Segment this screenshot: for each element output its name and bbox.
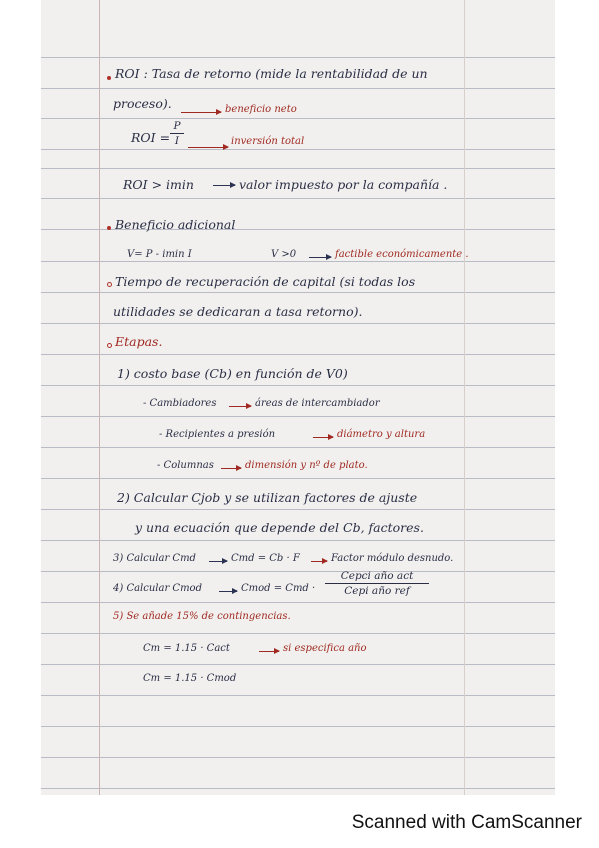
tiempo-heading: Tiempo de recuperación de capital (si todas los bbox=[115, 274, 416, 289]
diametro-item: diámetro y altura bbox=[337, 429, 426, 440]
areas-item: áreas de intercambiador bbox=[255, 398, 380, 409]
ruled-line bbox=[41, 757, 555, 758]
si-especifica-label: si especifica año bbox=[283, 643, 367, 654]
arrow-icon bbox=[181, 112, 221, 113]
step-3-factor: Factor módulo desnudo. bbox=[331, 553, 454, 564]
ruled-line bbox=[41, 198, 555, 199]
roi-heading-cont: proceso). bbox=[113, 96, 172, 111]
ruled-line bbox=[41, 571, 555, 572]
v-formula: V= P - imin I bbox=[127, 249, 192, 260]
ruled-line bbox=[41, 540, 555, 541]
bullet-icon bbox=[107, 226, 111, 230]
tiempo-heading-cont: utilidades se dedicaran a tasa retorno). bbox=[113, 304, 363, 319]
ruled-line bbox=[41, 478, 555, 479]
fraction-bar bbox=[325, 583, 429, 584]
ruled-line bbox=[41, 168, 555, 169]
ruled-line bbox=[41, 292, 555, 293]
ruled-line bbox=[41, 323, 555, 324]
step-3: 3) Calcular Cmd bbox=[113, 553, 196, 564]
ruled-line bbox=[41, 509, 555, 510]
step-3-formula: Cmd = Cb · F bbox=[231, 553, 300, 564]
ruled-line bbox=[41, 88, 555, 89]
bullet-icon bbox=[107, 343, 112, 348]
cepci-denominator: Cepi año ref bbox=[344, 585, 410, 597]
notebook-page bbox=[41, 0, 555, 795]
ruled-line bbox=[41, 726, 555, 727]
fraction-bar bbox=[170, 133, 184, 134]
camscanner-watermark: Scanned with CamScanner bbox=[351, 812, 582, 833]
bullet-icon bbox=[107, 282, 112, 287]
bullet-icon bbox=[107, 76, 111, 80]
ruled-line bbox=[41, 695, 555, 696]
margin-line bbox=[99, 0, 100, 795]
roi-equation-lhs: ROI = bbox=[131, 130, 171, 145]
arrow-icon bbox=[309, 257, 331, 258]
arrow-icon bbox=[209, 561, 227, 562]
arrow-icon bbox=[311, 561, 327, 562]
ruled-line bbox=[41, 261, 555, 262]
ruled-line bbox=[41, 447, 555, 448]
dimension-item: dimensión y nº de plato. bbox=[245, 460, 368, 471]
step-5: 5) Se añade 15% de contingencias. bbox=[113, 611, 291, 622]
ruled-line bbox=[41, 602, 555, 603]
ruled-line bbox=[41, 664, 555, 665]
recipientes-item: - Recipientes a presión bbox=[159, 429, 276, 440]
arrow-icon bbox=[259, 651, 279, 652]
ruled-line bbox=[41, 149, 555, 150]
roi-heading: ROI : Tasa de retorno (mide la rentabilidad de un bbox=[115, 66, 428, 81]
ruled-line bbox=[41, 354, 555, 355]
roi-fraction-denominator: I bbox=[174, 135, 180, 147]
ruled-line bbox=[41, 788, 555, 789]
step-4: 4) Calcular Cmod bbox=[113, 583, 202, 594]
ruled-line bbox=[41, 633, 555, 634]
ruled-line bbox=[41, 118, 555, 119]
arrow-icon bbox=[219, 591, 237, 592]
arrow-icon bbox=[221, 468, 241, 469]
right-margin-line bbox=[464, 0, 465, 795]
cm-formula-2: Cm = 1.15 · Cmod bbox=[143, 673, 237, 684]
beneficio-neto-label: beneficio neto bbox=[225, 104, 297, 115]
arrow-icon bbox=[188, 147, 228, 148]
roi-condition-result: valor impuesto por la compañía . bbox=[239, 177, 448, 192]
columnas-item: - Columnas bbox=[157, 460, 214, 471]
roi-fraction bbox=[170, 120, 184, 147]
cepci-numerator: Cepci año act bbox=[340, 570, 414, 582]
roi-fraction-numerator: P bbox=[173, 120, 181, 132]
cambiadores-item: - Cambiadores bbox=[143, 398, 217, 409]
cm-formula: Cm = 1.15 · Cact bbox=[143, 643, 230, 654]
arrow-icon bbox=[313, 437, 333, 438]
factible-label: factible económicamente . bbox=[335, 249, 469, 260]
step-1: 1) costo base (Cb) en función de V0) bbox=[117, 366, 348, 381]
step-2-cont: y una ecuación que depende del Cb, factores. bbox=[135, 520, 424, 535]
ruled-line bbox=[41, 385, 555, 386]
inversion-total-label: inversión total bbox=[231, 136, 305, 147]
arrow-icon bbox=[229, 406, 251, 407]
cepci-fraction bbox=[325, 570, 429, 597]
arrow-icon bbox=[213, 185, 235, 186]
roi-condition: ROI > imin bbox=[123, 177, 194, 192]
ruled-line bbox=[41, 57, 555, 58]
ruled-line bbox=[41, 416, 555, 417]
step-4-formula: Cmod = Cmd · bbox=[241, 583, 316, 594]
etapas-heading: Etapas. bbox=[115, 334, 163, 349]
beneficio-adicional-heading: Beneficio adicional bbox=[115, 217, 236, 232]
v-condition: V >0 bbox=[271, 249, 297, 260]
step-2: 2) Calcular Cjob y se utilizan factores de ajuste bbox=[117, 490, 418, 505]
